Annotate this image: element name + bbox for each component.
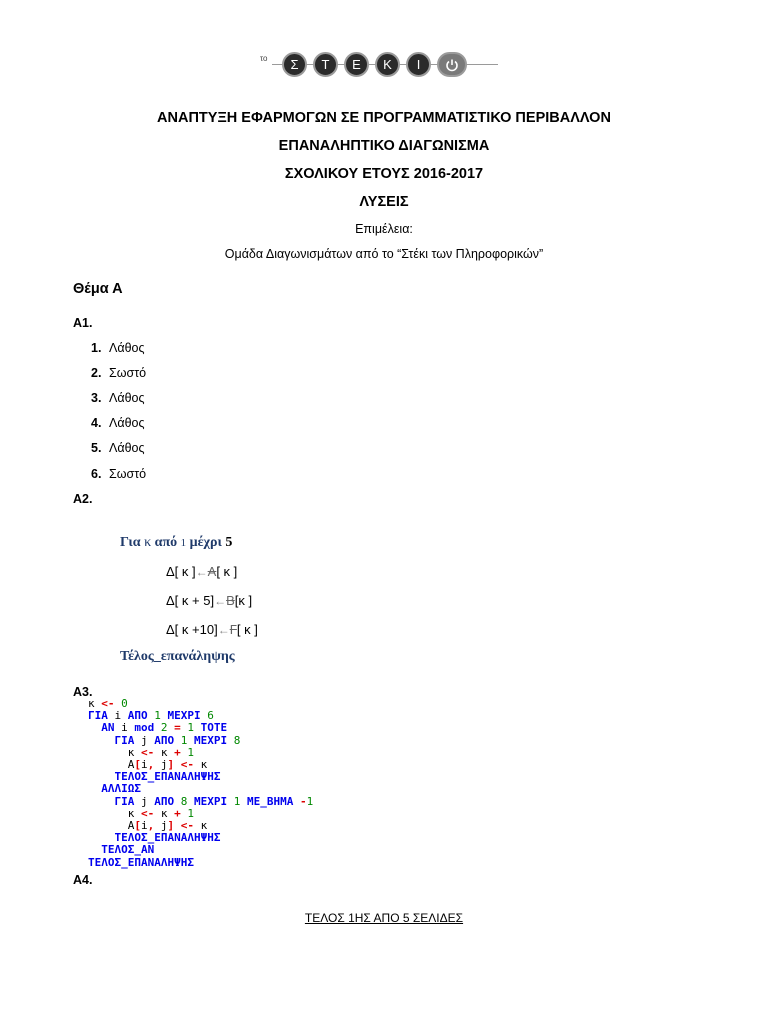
editing-label: Επιμέλεια: (355, 222, 413, 236)
stekι-logo (252, 52, 504, 78)
doc-title: ΑΝΑΠΤΥΞΗ ΕΦΑΡΜΟΓΩΝ ΣΕ ΠΡΟΓΡΑΜΜΑΤΙΣΤΙΚΟ ΠΕΡΙΒΑΛΛΟΝ (157, 110, 611, 126)
list-item: 4. Λάθος (91, 416, 145, 430)
doc-subtitle: ΕΠΑΝΑΛΗΠΤΙΚΟ ΔΙΑΓΩΝΙΣΜΑ (278, 138, 490, 154)
code-block: κ <- 0 ΓΙΑ i ΑΠΟ 1 ΜΕΧΡΙ 6 ΑΝ i mod 2 = 1 ΤΟΤΕ ΓΙΑ j ΑΠΟ 1 ΜΕΧΡΙ 8 κ <- κ + 1 Α[i, j] <- κ ΤΕΛΟΣ_ΕΠΑΝΑΛΗΨΗΣ ΑΛΛΙΩΣ ΓΙΑ j ΑΠΟ 8 ΜΕΧΡΙ 1 ΜΕ_ΒΗΜΑ -1 κ <- κ + 1 Α[i, j] <- κ ΤΕΛΟΣ_ΕΠΑΝΑΛΗΨΗΣ ΤΕΛΟΣ_ΑΝ ΤΕΛΟΣ_ΕΠΑΝΑΛΗΨΗΣ (88, 697, 314, 869)
assign-line: Δ[ κ + 5]←Β[κ ] (166, 593, 253, 608)
logo-letter: Ε (344, 52, 369, 77)
logo-letter: Κ (375, 52, 400, 77)
a3-label: Α3. (73, 685, 93, 699)
for-loop-line: Για κ από 1 μέχρι 5 (120, 535, 233, 550)
list-item: 5. Λάθος (91, 441, 145, 455)
logo-letter: Ι (406, 52, 431, 77)
assign-line: Δ[ κ ]←Α[ κ ] (166, 564, 238, 579)
assign-line: Δ[ κ +10]←Γ[ κ ] (166, 622, 258, 637)
editing-value: Ομάδα Διαγωνισμάτων από το “Στέκι των Πληροφορικών” (224, 247, 544, 261)
end-loop-line: Τέλος_επανάληψης (120, 649, 235, 664)
a4-label: Α4. (73, 873, 93, 887)
list-item: 3. Λάθος (91, 391, 145, 405)
solutions-heading: ΛΥΣΕΙΣ (359, 194, 409, 210)
a2-label: Α2. (73, 492, 93, 506)
list-item: 6. Σωστό (91, 467, 147, 481)
theme-a-heading: Θέμα Α (73, 281, 123, 297)
list-item: 2. Σωστό (91, 366, 147, 380)
page-footer: ΤΕΛΟΣ 1ΗΣ ΑΠΟ 5 ΣΕΛΙΔΕΣ (304, 911, 464, 925)
a1-label: Α1. (73, 316, 93, 330)
list-item: 1. Λάθος (91, 341, 145, 355)
school-year: ΣΧΟΛΙΚΟΥ ΕΤΟΥΣ 2016-2017 (284, 166, 484, 182)
logo-letter: Σ (282, 52, 307, 77)
logo-letters (282, 52, 467, 77)
power-icon (437, 52, 467, 77)
logo-prefix: το (260, 54, 268, 63)
logo-letter: Τ (313, 52, 338, 77)
